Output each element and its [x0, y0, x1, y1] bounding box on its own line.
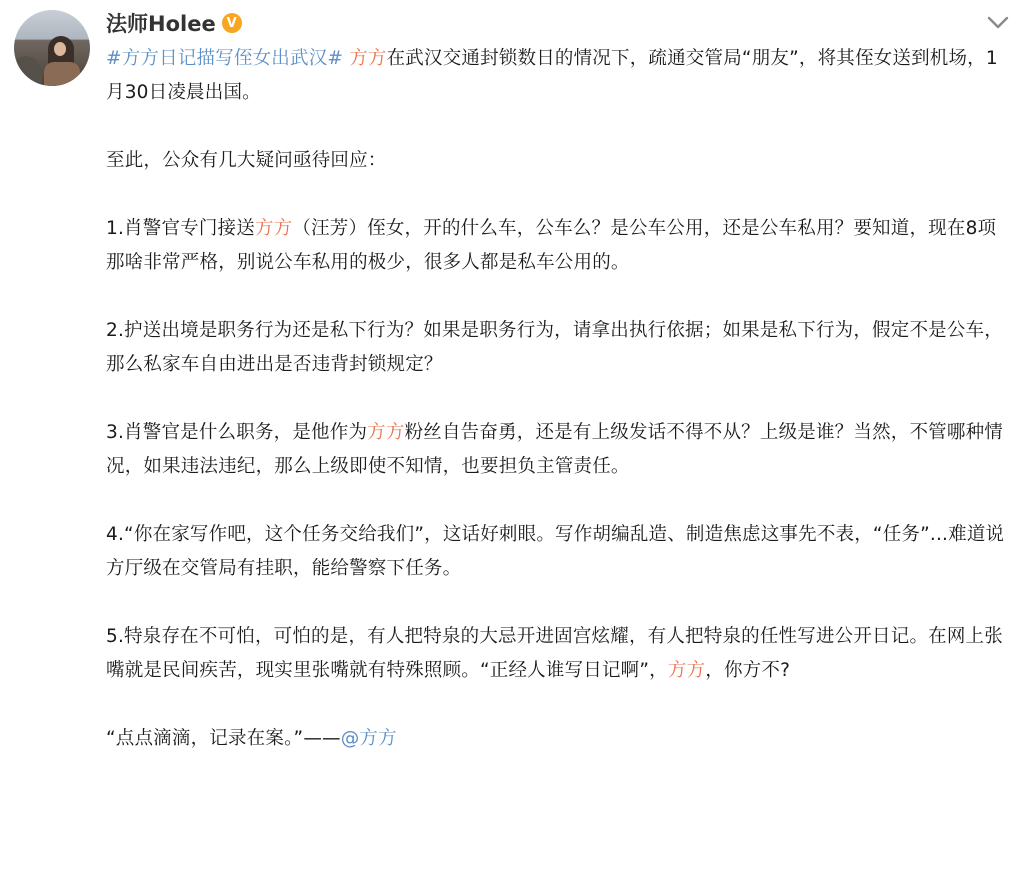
paragraph-question-1: [106, 212, 1006, 280]
paragraph-text: 4.“你在家写作吧，这个任务交给我们”，这话好刺眼。写作胡编乱造、制造焦虑这事先不表，“任务”...难道说方厅级在交管局有挂职，能给警察下任务。: [106, 524, 1005, 579]
keyword-highlight: 方方: [254, 218, 293, 239]
paragraph-text: （汪芳）侄女，开的什么车，公车么？是公车公用，还是公车私用？要知道，现在8项那啥非常严格，别说公车私用的极少，很多人都是私车公用的。: [106, 218, 997, 273]
keyword-highlight: 方方: [667, 660, 706, 681]
paragraph-question-2: [106, 314, 1006, 382]
avatar-face: [54, 42, 66, 56]
keyword-highlight: 方方: [349, 48, 387, 69]
paragraph-questions-intro: [106, 144, 1006, 178]
paragraph-text: ，你方不?: [705, 660, 791, 681]
avatar-coat: [44, 62, 80, 86]
chevron-down-icon[interactable]: [984, 12, 1012, 34]
paragraph-text: 2.护送出境是职务行为还是私下行为？如果是职务行为，请拿出执行依据；如果是私下行为，假定不是公车，那么私家车自由进出是否违背封锁规定？: [106, 320, 1003, 375]
avatar[interactable]: [14, 10, 90, 86]
post-body: [106, 42, 1006, 790]
paragraph-text: 3.肖警官是什么职务，是他作为: [106, 422, 368, 443]
paragraph-text: 在武汉交通封锁数日的情况下，疏通交管局“朋友”，将其侄女送到机场，1月30日凌晨出国。: [106, 48, 998, 103]
paragraph-question-5: [106, 620, 1006, 688]
paragraph-text: 粉丝自告奋勇，还是有上级发话不得不从？上级是谁？当然，不管哪种情况，如果违法违纪，那么上级即使不知情，也要担负主管责任。: [106, 422, 1003, 477]
mention-link[interactable]: @方方: [340, 728, 397, 749]
paragraph-question-3: [106, 416, 1006, 484]
paragraph-text: 1.肖警官专门接送: [106, 218, 255, 239]
paragraph-closing: [106, 722, 1006, 756]
keyword-highlight: 方方: [367, 422, 405, 443]
username[interactable]: 法师Holee: [106, 12, 216, 36]
hashtag-link[interactable]: #方方日记描写侄女出武汉#: [106, 48, 344, 69]
avatar-rock: [14, 56, 42, 86]
chevron-down-svg: [987, 16, 1009, 30]
paragraph-intro: [106, 42, 1006, 110]
paragraph-text: 5.特泉存在不可怕，可怕的是，有人把特泉的大忌开进固宫炫耀，有人把特泉的任性写进公开日记。在网上张嘴就是民间疾苦，现实里张嘴就有特殊照顾。“正经人谁写日记啊”，: [106, 626, 1003, 681]
paragraph-text: 至此，公众有几大疑问亟待回应：: [106, 150, 387, 171]
post-header: [106, 8, 242, 38]
paragraph-text: “点点滴滴，记录在案。”——: [106, 728, 341, 749]
verified-badge-icon: V: [222, 13, 242, 33]
paragraph-question-4: [106, 518, 1006, 586]
